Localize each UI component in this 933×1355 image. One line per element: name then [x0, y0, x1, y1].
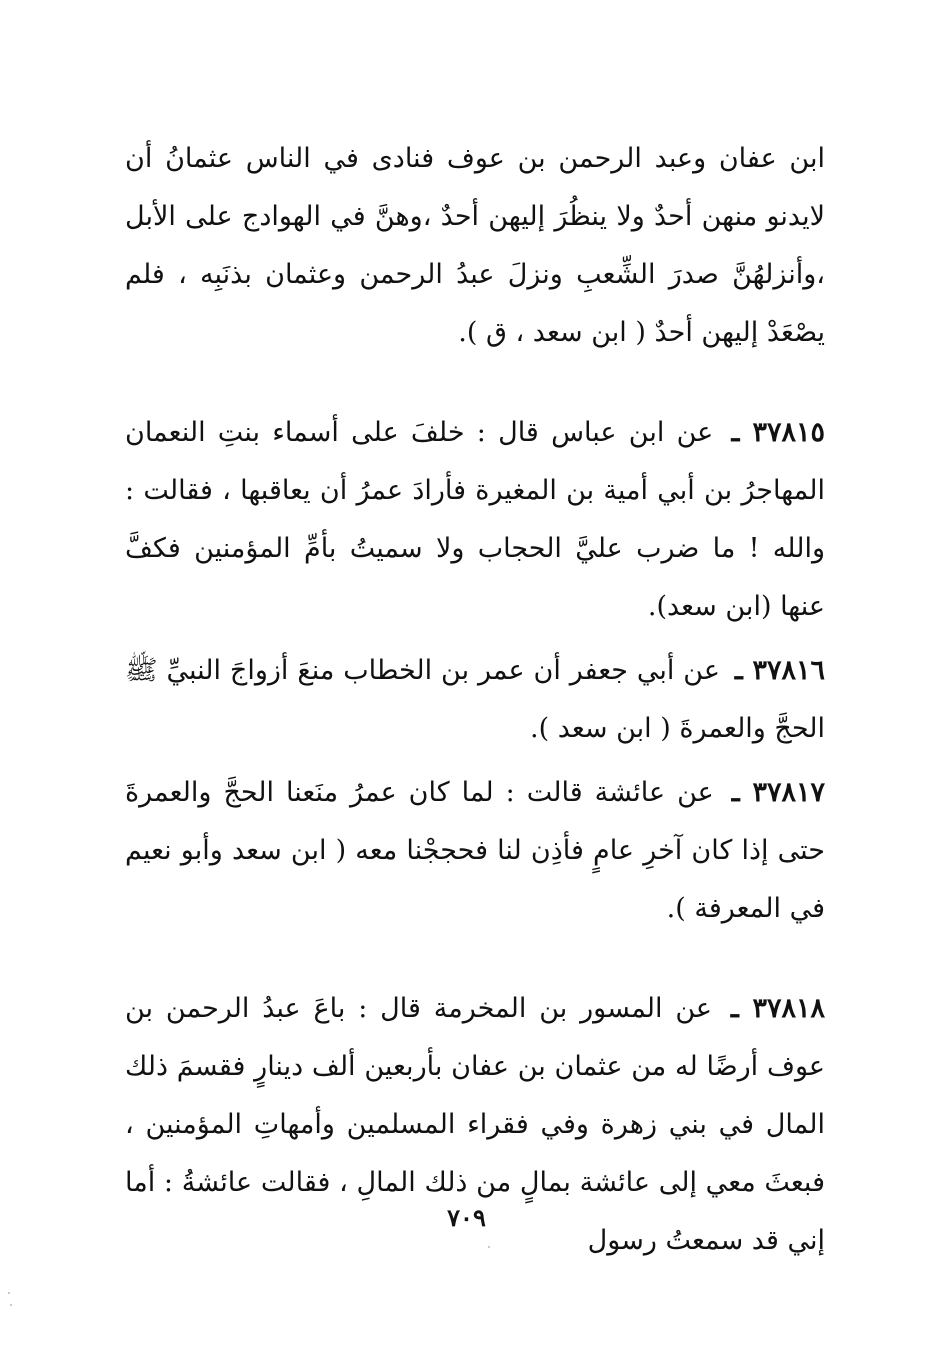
spacer [125, 362, 825, 404]
scan-speck [8, 1292, 10, 1294]
spacer [125, 938, 825, 980]
paragraph-1-text: ابن عفان وعبد الرحمن بن عوف فنادى في الناس عثمانُ أن لايدنو منهن أحدٌ ولا ينظُرَ إليهن أحدٌ ،وهنَّ في الهوادج على الأبل ،وأنزلهُنَّ صدرَ الشِّعبِ ونزلَ عبدُ الرحمن وعثمان بذنَبِه ، فلم يصْعَدْ إليهن أحدٌ ( ابن سعد ، ق ). [125, 143, 825, 348]
paragraph-1 [125, 130, 825, 362]
hadith-number: ٣٧٨١٧ ـ [731, 777, 825, 808]
page-body [125, 130, 825, 1270]
page-number: ٧٠٩ [447, 1203, 486, 1232]
hadith-number: ٣٧٨١٦ ـ [734, 655, 825, 686]
hadith-text: عن ابن عباس قال : خلفَ على أسماء بنتِ النعمان المهاجرُ بن أبي أمية بن المغيرة فأرادَ عمرُ أن يعاقبها ، فقالت : والله ! ما ضرب عليَّ الحجاب ولا سميتُ بأمِّ المؤمنين فكفَّ عنها (ابن سعد). [125, 417, 825, 622]
scan-speck [10, 1304, 12, 1306]
hadith-text: عن المسور بن المخرمة قال : باعَ عبدُ الرحمن بن عوف أرضًا له من عثمان بن عفان بأربعين ألف دينارٍ فقسمَ ذلك المال في بني زهرة وفي فقراء المسلمين وأمهاتِ المؤمنين ، فبعثَ معي إلى عائشة بمالٍ من ذلك المالِ ، فقالت عائشةُ : أما إني قد سمعتُ رسول [125, 993, 825, 1256]
scan-speck [488, 1246, 490, 1248]
hadith-number: ٣٧٨١٥ ـ [731, 417, 826, 448]
hadith-text: عن أبي جعفر أن عمر بن الخطاب منعَ أزواجَ النبيِّ ﷺ الحجَّ والعمرةَ ( ابن سعد ). [125, 655, 825, 744]
paragraph-37815 [125, 404, 825, 636]
hadith-number: ٣٧٨١٨ ـ [730, 993, 825, 1024]
paragraph-37817 [125, 764, 825, 938]
paragraph-37816 [125, 642, 825, 758]
hadith-text: عن عائشة قالت : لما كان عمرُ منَعنا الحجَّ والعمرةَ حتى إذا كان آخرِ عامٍ فأذِن لنا فحججْنا معه ( ابن سعد وأبو نعيم في المعرفة ). [125, 777, 825, 924]
